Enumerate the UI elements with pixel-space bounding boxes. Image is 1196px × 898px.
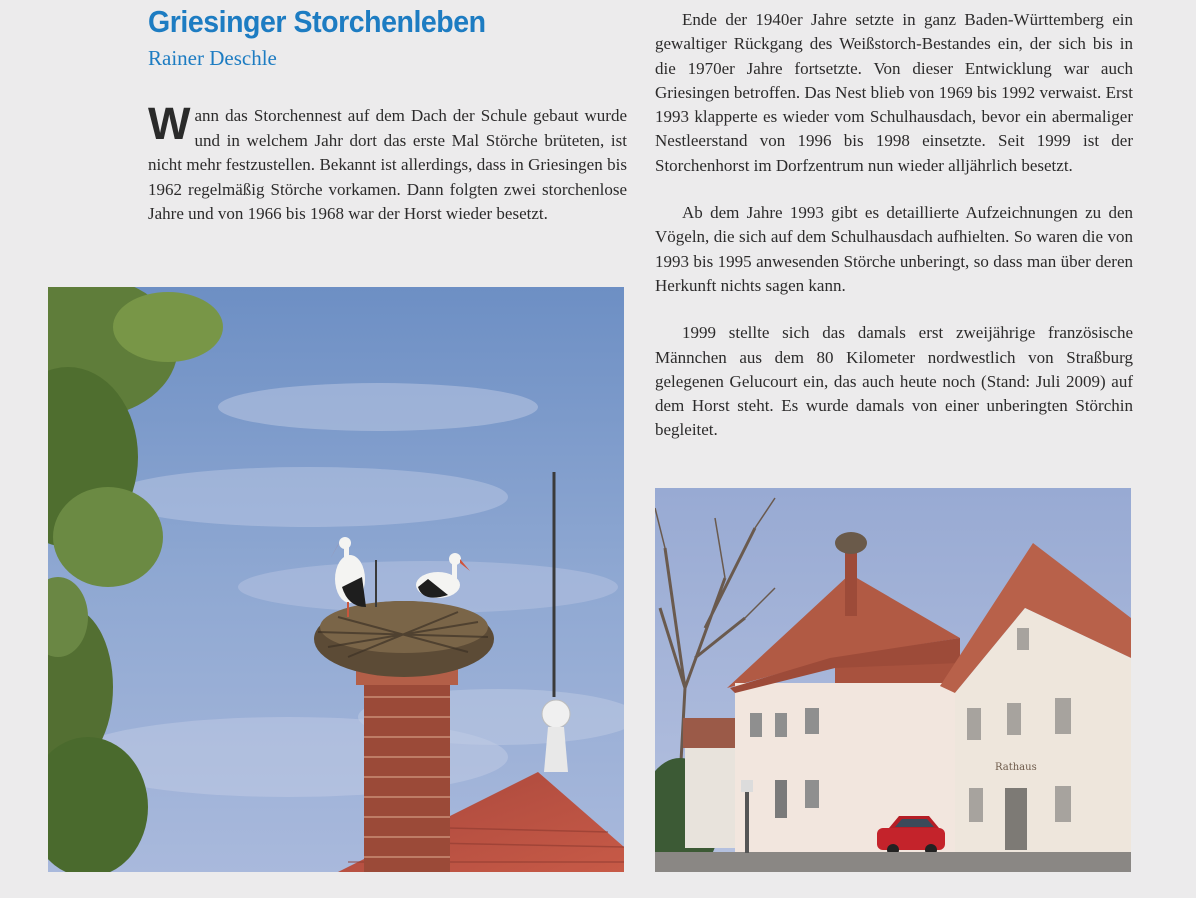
- article-title: Griesinger Storchenleben: [148, 4, 486, 39]
- intro-paragraph: [148, 98, 627, 227]
- stork-nest-photo: [48, 287, 624, 872]
- dropcap-letter: W: [148, 98, 191, 149]
- building-sign: Rathaus: [995, 762, 1037, 773]
- paragraph-records: Ab dem Jahre 1993 gibt es detaillierte Aufzeichnungen zu den Vögeln, die sich auf dem Schulhausdach aufhielten. So waren die von 1993 bis 1995 anwesenden Störche unberingt, so dass man über deren Herkunft nichts sagen kann.: [655, 203, 1133, 295]
- paragraph-decline: Ende der 1940er Jahre setzte in ganz Baden-Württemberg ein gewaltiger Rückgang des Weißstorch-Bestandes ein, der sich bis in die 1970er Jahre fortsetzte. Von dieser Entwicklung war auch Griesingen betroffen. Das Nest blieb von 1969 bis 1992 verwaist. Erst 1993 klapperte es wieder vom Schulhausdach, bevor ein abermaliger Nestleerstand von 1996 bis 1998 einsetzte. Seit 1999 ist der Storchenhorst im Dorfzentrum nun wieder alljährlich besetzt.: [655, 10, 1133, 175]
- village-center-photo: [655, 488, 1131, 872]
- article-author: Rainer Deschle: [148, 46, 277, 70]
- intro-text: ann das Storchennest auf dem Dach der Schule gebaut wurde und in welchem Jahr dort das erste Mal Störche brüteten, ist nicht mehr festzustellen. Bekannt ist allerdings, dass in Griesingen bis 1962 regelmäßig Störche vorkamen. Dann folgten zwei storchenlose Jahre und von 1966 bis 1968 war der Horst wieder besetzt.: [148, 106, 627, 223]
- paragraph-gelucourt: 1999 stellte sich das damals erst zweijährige französische Männchen aus dem 80 Kilometer nordwestlich von Straßburg gelegenen Gelucourt ein, das auch heute noch (Stand: Juli 2009) auf dem Horst steht. Es wurde damals von einer unberingten Störchin begleitet.: [655, 323, 1133, 440]
- right-column: [655, 8, 1133, 466]
